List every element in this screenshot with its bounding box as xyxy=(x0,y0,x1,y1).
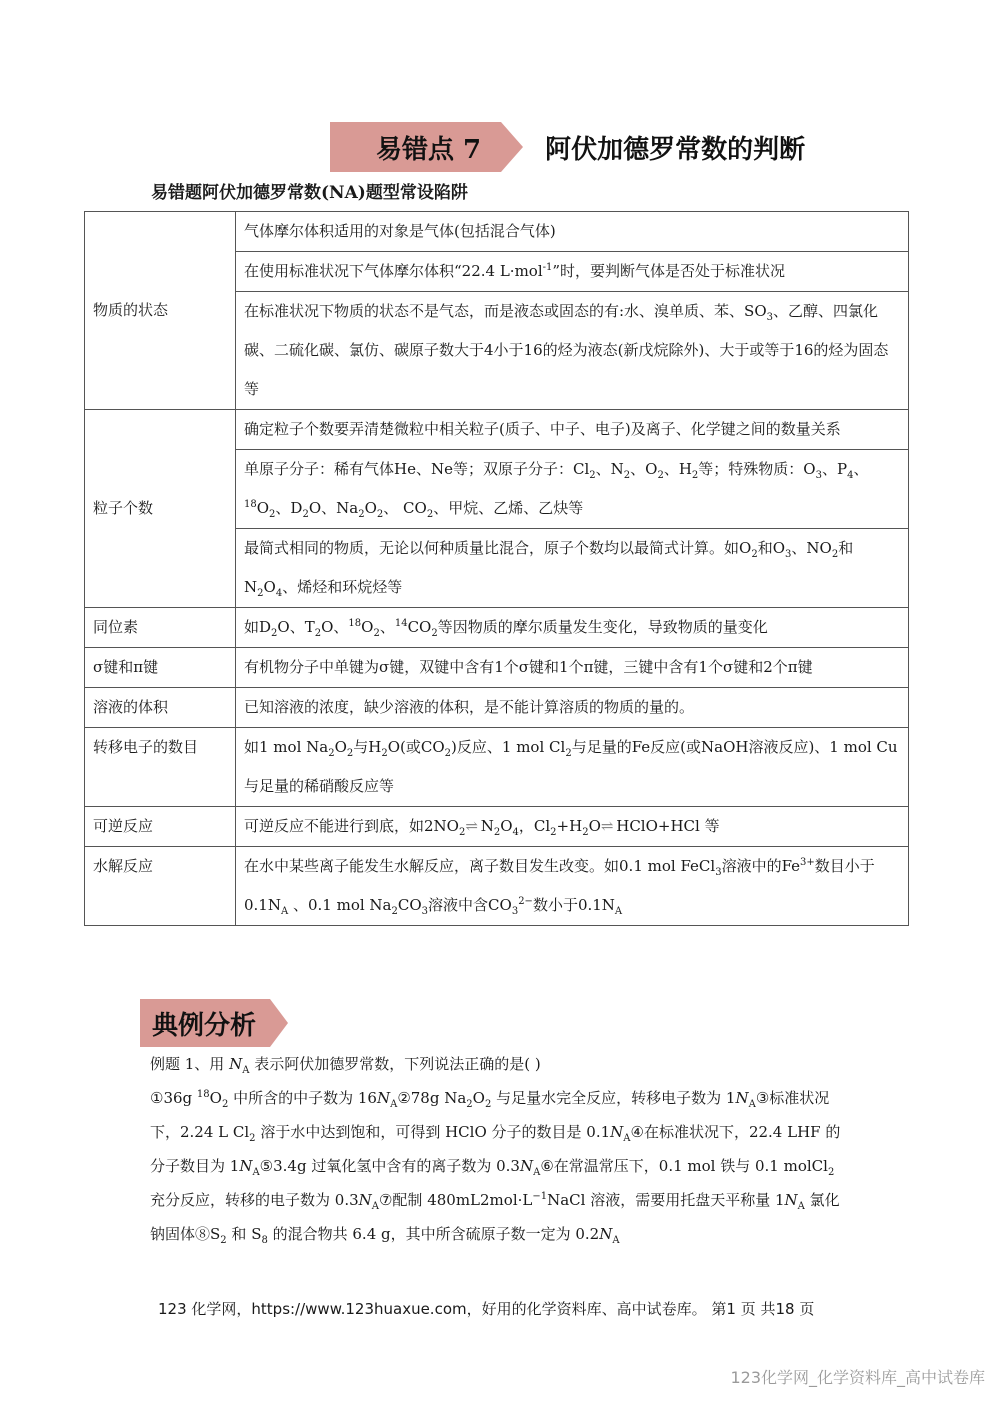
title-tag: 易错点 7 xyxy=(330,122,501,172)
section-title: 典例分析 xyxy=(140,999,270,1047)
state-row-3: 在标准状况下物质的状态不是气态，而是液态或固态的有:水、溴单质、苯、$SO_3$、乙醇、四氯化碳、二硫化碳、氯仿、碳原子数大于4小于16的烃为液态(新戊烷除外)、大于或等于16的烃为固态等 xyxy=(236,292,909,410)
category-cell: 可逆反应 xyxy=(85,807,236,847)
category-cell: σ键和π键 xyxy=(85,648,236,688)
example-options: ①36g $^{18}O_2$ 中所含的中子数为 $16N_A②78g$ $Na_2O_2$ 与足量水完全反应，转移电子数为 $1N_A③$标准状况下，2.24 L $Cl_2$ 溶于水中达到饱和，可得到 HClO 分子的数目是 $0.1N_A④$在标准状况下，22.4 LHF 的分子数目为 $1N_A⑤3.4g$ 过氧化氢中含有的离子数为 $0.3N_A⑥$在常温常压下，0.1 mol 铁与 0.1 molCl$_2$ 充分反应，转移的电子数为 $0.3N_A⑦$配制 $480mL2mol\cdot L^{-1}NaCl$ 溶液，需要用托盘天平称量 $1N_A$ 氯化钠固体$⑧S_2$ 和 $S_8$ 的混合物共 6.4 g，其中所含硫原子数一定为 $0.2N_A$ xyxy=(150,1089,841,1246)
watermark: 123化学网_化学资料库_高中试卷库 xyxy=(730,1368,985,1387)
particles-row-2: 单原子分子：稀有气体He、Ne等；双原子分子：$Cl_2$、$N_2$、$O_2$、$H_2$等；特殊物质：$O_3$、$P_4$、$^{18}O_2$、$D_2O$、$Na_2O_2$、 $CO_2$、甲烷、乙烯、乙炔等 xyxy=(236,450,909,529)
category-cell: 溶液的体积 xyxy=(85,688,236,728)
category-cell: 物质的状态 xyxy=(85,212,236,410)
hydrolysis-row: 在水中某些离子能发生水解反应，离子数目发生改变。如0.1 mol FeCl$_3$溶液中的$Fe^{3+}$数目小于$0.1N_A$ 、0.1 mol $Na_2CO_3$溶液中含$CO_3^{2-}$数小于$0.1N_A$ xyxy=(236,847,909,926)
reversible-arrow-icon: ⇌ xyxy=(465,817,476,835)
category-cell: 粒子个数 xyxy=(85,410,236,608)
example-stem: 例题 1、用 $N_A$ 表示阿伏加德罗常数，下列说法正确的是( ) xyxy=(150,1055,541,1076)
category-cell: 转移电子的数目 xyxy=(85,728,236,807)
particles-row-3: 最简式相同的物质，无论以何种质量比混合，原子个数均以最简式计算。如$O_2$和$O_3$、$NO_2$和$N_2O_4$、烯烃和环烷烃等 xyxy=(236,529,909,608)
traps-table xyxy=(84,211,909,926)
volume-row: 已知溶液的浓度，缺少溶液的体积，是不能计算溶质的物质的量的。 xyxy=(236,688,909,728)
particles-row-1: 确定粒子个数要弄清楚微粒中相关粒子(质子、中子、电子)及离子、化学键之间的数量关系 xyxy=(236,410,909,450)
state-row-2: 在使用标准状况下气体摩尔体积“22.4 L·mol$^{-1}$”时，要判断气体是否处于标准状况 xyxy=(236,252,909,292)
section-banner xyxy=(140,999,270,1047)
category-cell: 水解反应 xyxy=(85,847,236,926)
bond-row: 有机物分子中单键为σ键，双键中含有1个σ键和1个π键，三键中含有1个σ键和2个π键 xyxy=(236,648,909,688)
title-banner xyxy=(330,122,805,172)
category-cell: 同位素 xyxy=(85,608,236,648)
page-footer: 123 化学网，https://www.123huaxue.com，好用的化学资料库、高中试卷库。 第1 页 共18 页 xyxy=(158,1300,815,1318)
example-question xyxy=(150,1047,850,1251)
table-caption: 易错题阿伏加德罗常数(NA)题型常设陷阱 xyxy=(151,183,468,203)
reversible-arrow-icon: ⇌ xyxy=(600,817,612,835)
isotope-row: 如$D_2O$、$T_2O$、$^{18}O_2$、$^{14}CO_2$等因物质的摩尔质量发生变化，导致物质的量变化 xyxy=(236,608,909,648)
page-title: 阿伏加德罗常数的判断 xyxy=(545,134,806,165)
reversible-row: 可逆反应不能进行到底，如$2NO_2\rightleftharpoons$ $N_2O_4$，$Cl_2+H_2O\rightleftharpoons$ HClO+HCl 等 xyxy=(236,807,909,847)
electron-row: 如1 mol $Na_2O_2$与$H_2O$(或$CO_2$)反应、1 mol $Cl_2$与足量的Fe反应(或NaOH溶液反应)、1 mol Cu与足量的稀硝酸反应等 xyxy=(236,728,909,807)
state-row-1: 气体摩尔体积适用的对象是气体(包括混合气体) xyxy=(236,212,909,252)
